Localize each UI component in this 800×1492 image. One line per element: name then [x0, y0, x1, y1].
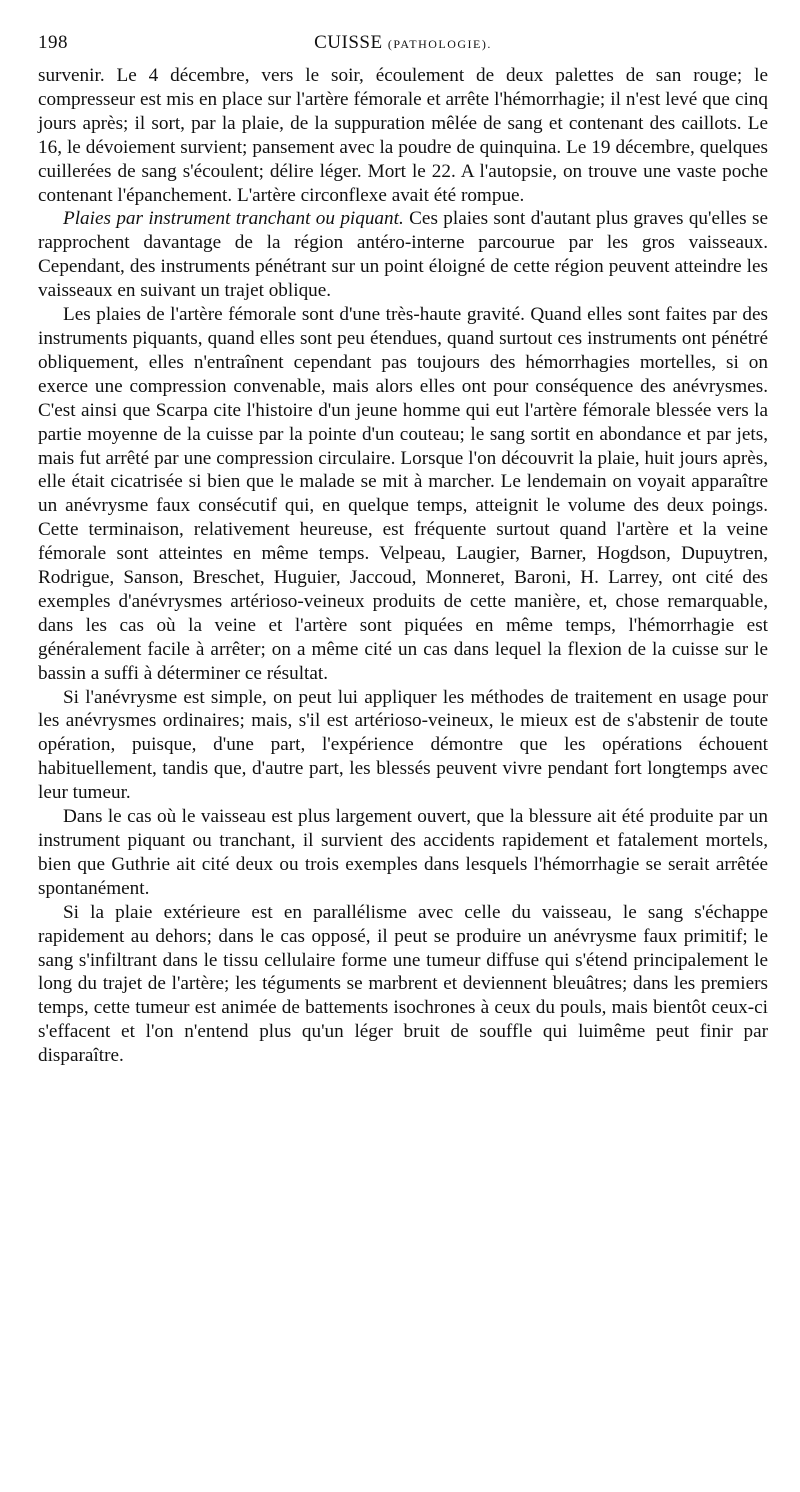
running-title-subtitle: (PATHOLOGIE).: [387, 37, 492, 51]
paragraph-text: Dans le cas où le vaisseau est plus largement ouvert, que la blessure ait été produite par un instrument piquant ou tranchant, il survient des accidents rapidement et fatalement mortels, bien que Guthrie ait cité deux ou trois exemples dans lesquels l'hémorrhagie se serait arrêtée spontanément.: [38, 806, 768, 899]
paragraph-text: Si la plaie extérieure est en parallélisme avec celle du vaisseau, le sang s'échappe rapidement au dehors; dans le cas opposé, il peut se produire un anévrysme faux primitif; le sang s'infiltrant dans le tissu cellulaire forme une tumeur diffuse qui s'étend principalement le long du trajet de l'artère; les téguments se marbrent et deviennent bleuâtres; dans les premiers temps, cette tumeur est animée de battements isochrones à ceux du pouls, mais bientôt ceux-ci s'effacent et l'on n'entend plus qu'un léger bruit de souffle qui luimême peut finir par disparaître.: [38, 901, 768, 1067]
paragraph: [38, 686, 768, 806]
paragraph: [38, 303, 768, 686]
page-header: [38, 30, 768, 64]
paragraph: [38, 805, 768, 901]
paragraph: [38, 901, 768, 1068]
running-title-main: CUISSE: [314, 32, 383, 53]
running-title: [38, 32, 768, 54]
paragraph: [38, 64, 768, 207]
paragraph: [38, 207, 768, 303]
paragraph-text: survenir. Le 4 décembre, vers le soir, écoulement de deux palettes de san rouge; le compresseur est mis en place sur l'artère fémorale et arrête l'hémorrhagie; il n'est levé que cinq jours après; il sort, par la plaie, de la suppuration mêlée de sang et contenant des caillots. Le 16, le dévoiement survient; pansement avec la poudre de quinquina. Le 19 décembre, quelques cuillerées de sang s'écoulent; délire léger. Mort le 22. A l'autopsie, on trouve une vaste poche contenant l'épanchement. L'artère circonflexe avait été rompue.: [38, 65, 768, 206]
body-text: [38, 64, 768, 1068]
paragraph-text: Les plaies de l'artère fémorale sont d'une très-haute gravité. Quand elles sont faites par des instruments piquants, quand elles sont peu étendues, quand surtout ces instruments ont pénétré obliquement, elles n'entraînent cependant pas toujours des hémorrhagies mortelles, si on exerce une compression convenable, mais alors elles ont pour conséquence des anévrysmes. C'est ainsi que Scarpa cite l'histoire d'un jeune homme qui eut l'artère fémorale blessée vers la partie moyenne de la cuisse par la pointe d'un couteau; le sang sortit en abondance et par jets, mais fut arrêté par une compression circulaire. Lorsque l'on découvrit la plaie, huit jours après, elle était cicatrisée si bien que le malade se mit à marcher. Le lendemain on voyait apparaître un anévrysme faux consécutif qui, en quelque temps, atteignit le volume des deux poings. Cette terminaison, relativement heureuse, est fréquente surtout quand l'artère et la veine fémorale sont atteintes en même temps. Velpeau, Laugier, Barner, Hogdson, Dupuytren, Rodrigue, Sanson, Breschet, Huguier, Jaccoud, Monneret, Baroni, H. Larrey, ont cité des exemples d'anévrysmes artérioso-veineux produits de cette manière, et, chose remarquable, dans les cas où la veine et l'artère sont piquées en même temps, l'hémorrhagie est généralement facile à arrêter; on a même cité un cas dans lequel la flexion de la cuisse sur le bassin a suffi à déterminer ce résultat.: [38, 304, 768, 684]
section-heading: Plaies par instrument tranchant ou piquant.: [63, 208, 404, 230]
paragraph-text: Si l'anévrysme est simple, on peut lui appliquer les méthodes de traitement en usage pour les anévrysmes ordinaires; mais, s'il est artérioso-veineux, le mieux est de s'abstenir de toute opération, puisque, d'une part, l'expérience démontre que les opérations échouent habituellement, tandis que, d'autre part, les blessés peuvent vivre pendant fort longtemps avec leur tumeur.: [38, 686, 768, 804]
page-number: 198: [38, 32, 68, 53]
paragraph-text: Ces plaies sont d'autant plus graves qu'elles se rapprochent davantage de la région antéro-interne parcourue par les gros vaisseaux. Cependant, des instruments pénétrant sur un point éloigné de cette région peuvent atteindre les vaisseaux en suivant un trajet oblique.: [38, 208, 768, 302]
